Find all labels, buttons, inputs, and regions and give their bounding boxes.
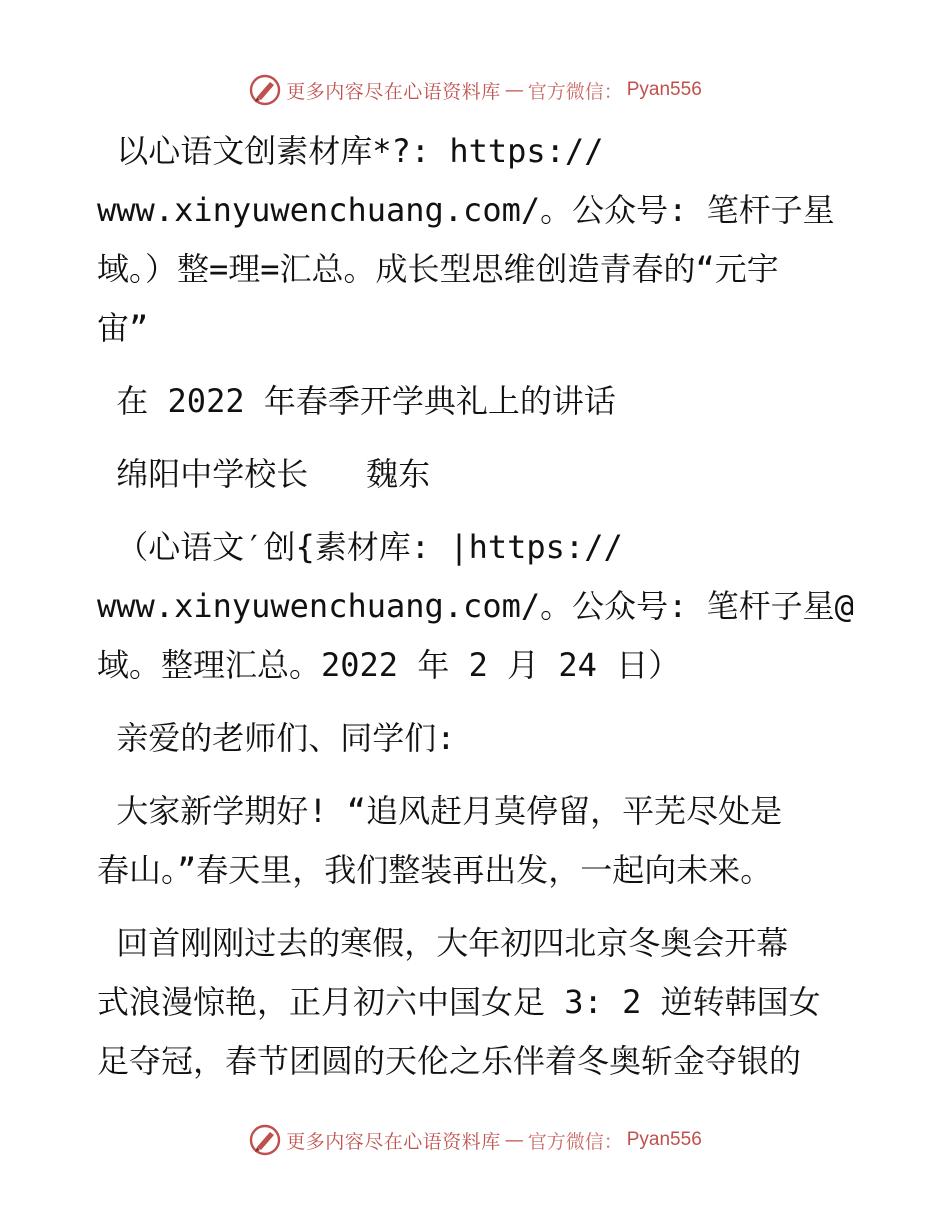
speaker-line — [97, 445, 857, 504]
banner-text: 更多内容尽在心语资料库 — [286, 1130, 501, 1153]
pen-logo-icon — [248, 1123, 282, 1157]
text-line: （心语文′创{素材库: |https:// — [97, 528, 623, 566]
banner-wechat-label: 官方微信： — [527, 1130, 623, 1153]
footer-banner-inner — [248, 1123, 702, 1157]
paragraph-source-note — [97, 122, 857, 358]
banner-wechat-label: 官方微信： — [527, 80, 623, 103]
banner-dash: — — [504, 79, 524, 101]
text-line: 域。）整=理=汇总。成长型思维创造青春的“元宇 — [97, 250, 779, 288]
document-body — [97, 122, 857, 1091]
text-line: www.xinyuwenchuang.com/。公众号: 笔杆子星@ — [97, 587, 854, 625]
pen-logo-icon — [248, 73, 282, 107]
text-line: 春山。”春天里，我们整装再出发，一起向未来。 — [97, 851, 773, 889]
text-line: 域。整理汇总。2022 年 2 月 24 日） — [97, 646, 681, 684]
speech-title — [97, 372, 857, 431]
paragraph-source-date — [97, 518, 857, 695]
text-line: 亲爱的老师们、同学们: — [97, 719, 456, 757]
paragraph-greeting — [97, 782, 857, 900]
text-line: 式浪漫惊艳，正月初六中国女足 3: 2 逆转韩国女 — [97, 983, 821, 1021]
banner-text: 更多内容尽在心语资料库 — [286, 80, 501, 103]
banner-wechat-id: Pyan556 — [626, 79, 702, 100]
text-line: www.xinyuwenchuang.com/。公众号: 笔杆子星 — [97, 191, 835, 229]
text-line: 回首刚刚过去的寒假，大年初四北京冬奥会开幕 — [97, 924, 789, 962]
salutation — [97, 709, 857, 768]
text-line: 大家新学期好! “追风赶月莫停留，平芜尽处是 — [97, 792, 783, 830]
footer-banner — [0, 1120, 950, 1160]
text-line: 足夺冠，春节团圆的天伦之乐伴着冬奥斩金夺银的 — [97, 1042, 802, 1080]
header-banner — [0, 70, 950, 110]
text-line: 宙” — [97, 309, 149, 347]
text-line: 以心语文创素材库*?: https:// — [97, 132, 604, 170]
banner-wechat-id: Pyan556 — [626, 1129, 702, 1150]
header-banner-inner — [248, 73, 702, 107]
text-line: 在 2022 年春季开学典礼上的讲话 — [97, 382, 616, 420]
text-line: 绵阳中学校长 魏东 — [97, 455, 431, 493]
paragraph-review — [97, 914, 857, 1091]
banner-dash: — — [504, 1129, 524, 1151]
